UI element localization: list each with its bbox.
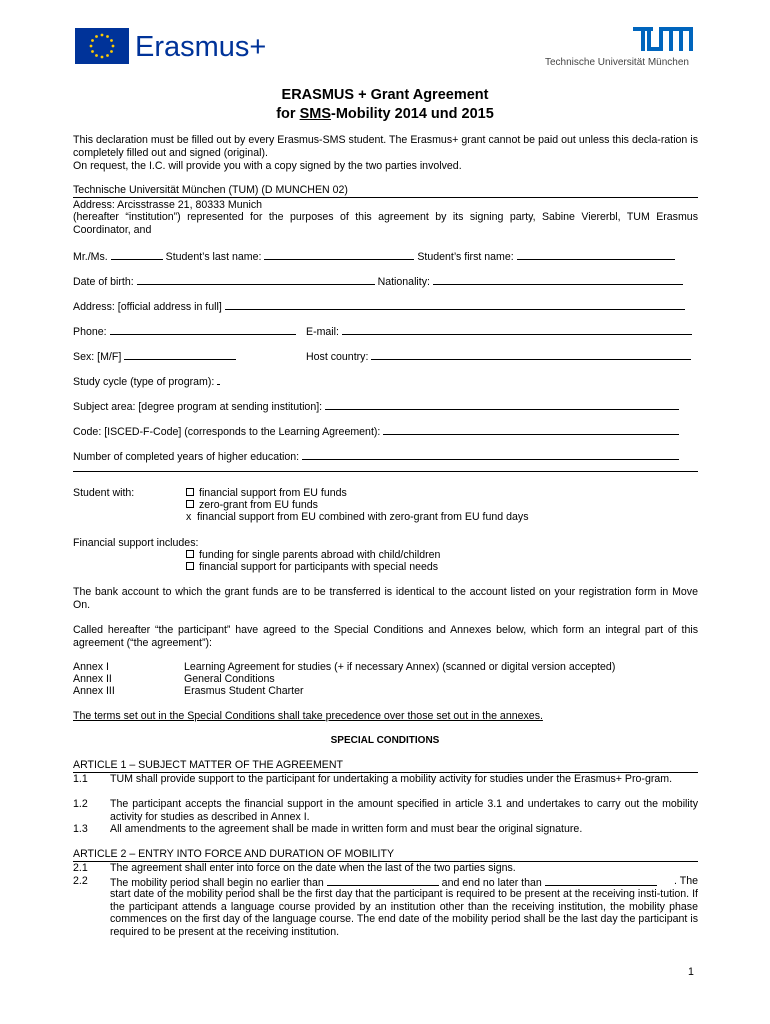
title-sms: SMS [299, 106, 331, 122]
years-field[interactable] [302, 449, 679, 460]
intro-request: On request, the I.C. will provide you with a copy signed by the two parties involved. [73, 160, 462, 172]
student-with-option[interactable] [186, 487, 347, 499]
title-line1: ERASMUS + Grant Agreement [281, 87, 489, 103]
student-with-option[interactable] [186, 511, 529, 523]
checkbox-icon[interactable] [186, 562, 194, 570]
study-cycle-label: Study cycle (type of program): [73, 376, 215, 388]
institution-represented: (hereafter “institution”) represented for the purposes of this agreement by its signing party, Sabine Viererbl, TUM Erasmus Coordinator, and [73, 211, 698, 236]
last-name-field[interactable] [264, 249, 414, 260]
row-sex [73, 349, 236, 363]
option-label: zero-grant from EU funds [199, 499, 318, 511]
annex-row [73, 661, 109, 673]
x-mark-icon[interactable]: x [186, 511, 192, 523]
annex-row [73, 673, 112, 685]
article-num: 1.1 [73, 773, 88, 785]
financial-support-option[interactable] [186, 549, 440, 561]
sex-label: Sex: [M/F] [73, 351, 122, 363]
mobility-start-label: The mobility period shall begin no earlier than [110, 877, 324, 889]
title-suffix: -Mobility 2014 und 2015 [331, 106, 494, 122]
checkbox-icon[interactable] [186, 500, 194, 508]
annex-text: Erasmus Student Charter [184, 685, 304, 697]
checkbox-icon[interactable] [186, 550, 194, 558]
divider [73, 471, 698, 472]
annex-row [73, 685, 115, 697]
subject-area-label: Subject area: [degree program at sending institution]: [73, 401, 323, 413]
mobility-start-field[interactable] [327, 875, 439, 886]
subject-area-field[interactable] [325, 399, 679, 410]
title-line2 [0, 105, 770, 124]
row-subject-area [73, 399, 679, 413]
email-field[interactable] [342, 324, 692, 335]
article-item: The participant accepts the financial support in the amount specified in article 3.1 and undertakes to carry out the mobility activity for studies as described in Annex I. [110, 798, 698, 823]
divider [73, 197, 698, 198]
tum-name: Technische Universität München [545, 57, 689, 68]
first-name-label: Student’s first name: [417, 251, 514, 263]
mr-ms-label: Mr./Ms. [73, 251, 108, 263]
address-label: Address: [official address in full] [73, 301, 222, 313]
email-label: E-mail: [306, 326, 339, 338]
row-study-cycle [73, 374, 220, 388]
intro-paragraph: This declaration must be filled out by every Erasmus-SMS student. The Erasmus+ grant cannot be paid out unless this decla-ration is completely filled out and signed (original). [73, 134, 698, 159]
host-country-label: Host country: [306, 351, 369, 363]
article-item: All amendments to the agreement shall be made in written form and must bear the original signature. [110, 823, 583, 835]
article-num: 2.2 [73, 875, 88, 887]
special-conditions-heading: SPECIAL CONDITIONS [330, 735, 440, 746]
mobility-end-field[interactable] [545, 875, 657, 886]
article1-title: ARTICLE 1 – SUBJECT MATTER OF THE AGREEMENT [73, 759, 343, 771]
annex-text: General Conditions [184, 673, 275, 685]
mr-ms-field[interactable] [111, 249, 163, 260]
title-prefix: for [276, 106, 300, 122]
article-num: 1.2 [73, 798, 88, 810]
student-with-option[interactable] [186, 499, 318, 511]
last-name-label: Student’s last name: [165, 251, 262, 263]
article-num: 2.1 [73, 862, 88, 874]
years-label: Number of completed years of higher education: [73, 451, 300, 463]
article-item: start date of the mobility period shall be the first day that the participant is required to be present at the receiving insti-tution. If the participant attends a language course provided by an institution other than the receiving institution, the mobility phase commences on the first day of the language course. The end date of the mobility period shall be the last day the participant is required to be present at the receiving institution. [110, 888, 698, 938]
mobility-end-suffix: . The [674, 875, 698, 887]
tum-logo-icon [633, 27, 693, 51]
mobility-end-label: and end no later than [441, 877, 542, 889]
institution-name: Technische Universität München (TUM) (D MUNCHEN 02) [73, 184, 348, 196]
bank-paragraph: The bank account to which the grant funds are to be transferred is identical to the account listed on your registration form in Move On. [73, 586, 698, 611]
address-field[interactable] [225, 299, 685, 310]
option-label: financial support from EU funds [199, 487, 347, 499]
student-with-label: Student with: [73, 487, 135, 499]
nationality-label: Nationality: [377, 276, 430, 288]
sex-field[interactable] [124, 349, 236, 360]
row-names [73, 249, 675, 263]
annex-label: Annex II [73, 673, 112, 685]
article-num: 1.3 [73, 823, 88, 835]
annex-text: Learning Agreement for studies (+ if necessary Annex) (scanned or digital version accepted) [184, 661, 616, 673]
checkbox-icon[interactable] [186, 488, 194, 496]
article-item: TUM shall provide support to the participant for undertaking a mobility activity for studies under the Erasmus+ Pro-gram. [110, 773, 673, 785]
nationality-field[interactable] [433, 274, 683, 285]
row-host-country [306, 349, 691, 363]
erasmus-logo-text: Erasmus+ [135, 31, 267, 63]
mobility-period-row [110, 875, 698, 889]
row-address [73, 299, 685, 313]
row-phone [73, 324, 296, 338]
phone-label: Phone: [73, 326, 107, 338]
institution-address: Address: Arcisstrasse 21, 80333 Munich [73, 199, 263, 211]
phone-field[interactable] [110, 324, 296, 335]
row-code [73, 424, 679, 438]
option-label: financial support for participants with special needs [199, 561, 439, 573]
annex-label: Annex I [73, 661, 109, 673]
called-paragraph: Called hereafter “the participant” have agreed to the Special Conditions and Annexes below, which form an integral part of this agreement (“the agreement”): [73, 624, 698, 649]
page-title [0, 86, 770, 124]
study-cycle-field[interactable] [217, 374, 220, 385]
row-years [73, 449, 679, 463]
page-number: 1 [688, 966, 694, 978]
code-field[interactable] [383, 424, 679, 435]
host-country-field[interactable] [371, 349, 691, 360]
annex-label: Annex III [73, 685, 115, 697]
code-label: Code: [ISCED-F-Code] (corresponds to the Learning Agreement): [73, 426, 381, 438]
tum-logo [633, 27, 693, 51]
option-label: funding for single parents abroad with child/children [199, 549, 441, 561]
financial-support-option[interactable] [186, 561, 438, 573]
financial-support-label: Financial support includes: [73, 537, 199, 549]
dob-field[interactable] [137, 274, 375, 285]
precedence-note: The terms set out in the Special Conditions shall take precedence over those set out in the annexes. [73, 710, 543, 722]
first-name-field[interactable] [517, 249, 675, 260]
erasmus-logo [75, 28, 280, 66]
row-email [306, 324, 692, 338]
row-dob [73, 274, 683, 288]
article2-title: ARTICLE 2 – ENTRY INTO FORCE AND DURATION OF MOBILITY [73, 848, 395, 860]
dob-label: Date of birth: [73, 276, 134, 288]
option-label: financial support from EU combined with zero-grant from EU fund days [197, 511, 529, 523]
article-item: The agreement shall enter into force on the date when the last of the two parties signs. [110, 862, 516, 874]
